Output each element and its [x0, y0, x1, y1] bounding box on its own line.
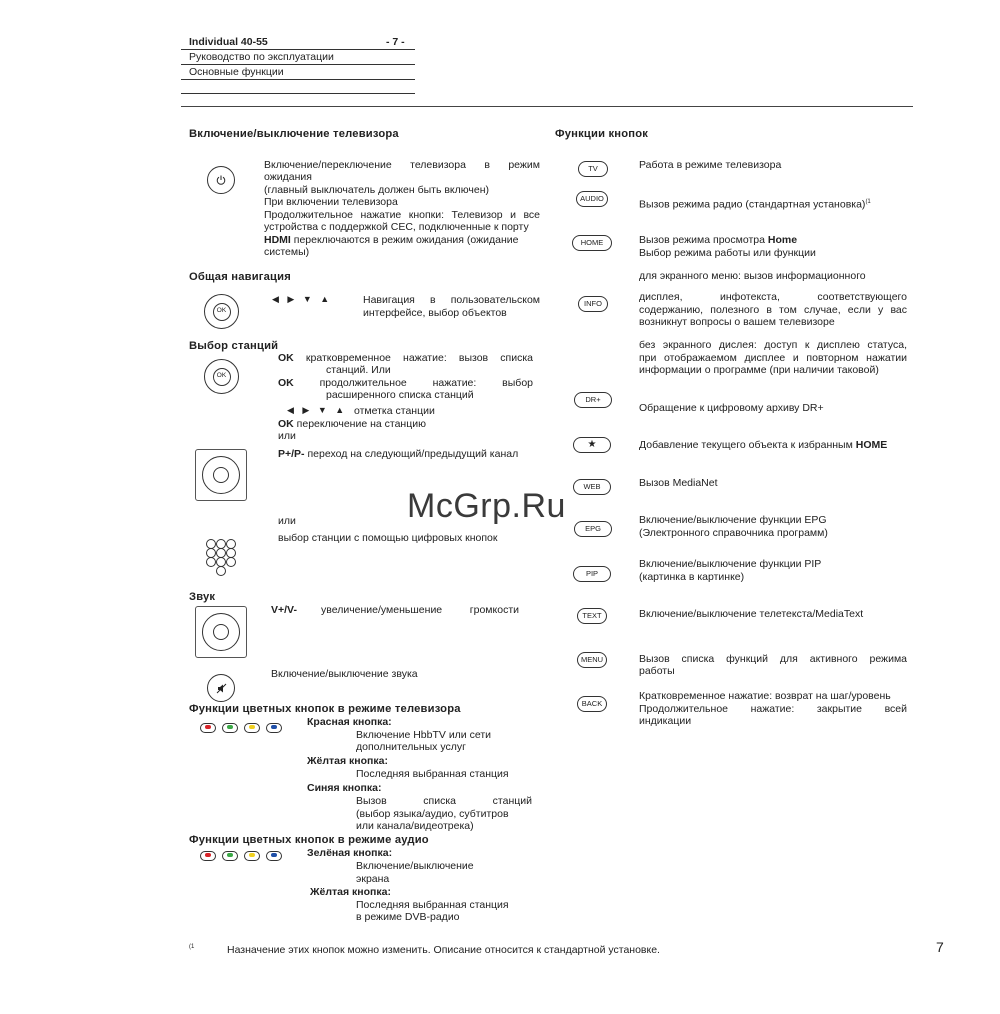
red-button-desc: дополнительных услуг [356, 741, 466, 753]
blue-button-desc: Вызов списка станций [356, 795, 532, 807]
menu-button-desc: работы [639, 665, 675, 677]
stations-desc-line: или [278, 430, 296, 442]
rocker-center [213, 624, 229, 640]
green-button-heading: Зелёная кнопка: [307, 847, 393, 859]
favorite-bold-text: HOME [855, 439, 888, 451]
text-button: TEXT [577, 608, 607, 624]
buttons-section-title: Функции кнопок [555, 128, 649, 140]
red-color-button [200, 851, 216, 861]
star-icon: ★ [587, 439, 597, 450]
green-color-button [222, 723, 238, 733]
stations-desc-line: выбор станции с помощью цифровых кнопок [278, 532, 498, 544]
power-button [207, 166, 235, 194]
back-button: BACK [577, 696, 607, 712]
green-dot [227, 725, 233, 729]
red-button-desc: Включение HbbTV или сети [356, 729, 492, 741]
yellow-button-desc: Последняя выбранная станция [356, 768, 509, 780]
ok-label: OK [216, 372, 227, 380]
number-keypad-icon [206, 539, 236, 575]
nav-pad [204, 359, 239, 394]
sound-desc-line: Включение/выключение звука [271, 668, 418, 680]
color-audio-section-title: Функции цветных кнопок в режиме аудио [189, 834, 429, 846]
stations-desc-text: переход на следующий/предыдущий канал [304, 448, 519, 460]
home-desc-text: Вызов режима просмотра [639, 234, 768, 246]
pp-key-label: P+/P- [278, 448, 305, 460]
menu-button: MENU [577, 652, 607, 668]
tv-button: TV [578, 161, 608, 177]
info-button-desc: без экранного дислея: доступ к дисплею статуса, [639, 339, 907, 351]
nav-desc-line: Навигация в пользовательском [363, 294, 540, 306]
nav-pad [204, 294, 239, 329]
green-button-desc: экрана [356, 873, 390, 885]
power-desc-line: Включение/переключение телевизора в режим [264, 159, 540, 171]
hdmi-label: HDMI [264, 234, 291, 246]
power-desc-line: системы) [264, 246, 310, 258]
stations-desc-line: станций. Или [326, 364, 391, 376]
stations-desc-line: отметка станции [354, 405, 435, 417]
stations-desc-text: кратковременное нажатие: вызов списка [293, 352, 533, 364]
footnote-mark: (1 [189, 944, 195, 950]
sound-desc-line: увеличение/уменьшение громкости [321, 604, 519, 616]
stations-section-title: Выбор станций [189, 340, 279, 352]
section-title: Основные функции [189, 66, 284, 78]
home-button-desc [639, 234, 797, 247]
stations-desc-line [278, 418, 426, 431]
stations-desc-text: продолжительное нажатие: выбор [293, 377, 533, 389]
footnote-ref: (1 [865, 199, 871, 205]
home-bold-text: Home [767, 234, 798, 246]
station-arrows-icon: ◀ ▶ ▼ ▲ [287, 405, 348, 415]
power-desc-line: Продолжительное нажатие кнопки: Телевизор и все [264, 209, 540, 221]
audio-button: AUDIO [576, 191, 608, 207]
red-color-button [200, 723, 216, 733]
power-desc-line [264, 234, 540, 247]
epg-button: EPG [574, 521, 612, 537]
home-button: HOME [572, 235, 612, 251]
audio-desc-text: Вызов режима радио (стандартная установка) [639, 198, 866, 211]
ok-key-label: OK [278, 418, 294, 430]
yellow-dot [249, 853, 255, 857]
nav-section-title: Общая навигация [189, 271, 291, 283]
nav-desc-line: интерфейсе, выбор объектов [363, 307, 507, 319]
header-divider [181, 79, 415, 80]
power-desc-line: При включении телевизора [264, 196, 398, 208]
info-button-desc: возникнут вопросы о вашем телевизоре [639, 316, 835, 328]
page-number: 7 [936, 939, 944, 955]
info-button-desc: при отображаемом дисплее и повторном нажатии [639, 352, 907, 364]
stations-desc-line: расширенного списка станций [326, 389, 474, 401]
stations-desc-line [278, 352, 533, 365]
stations-desc-line [278, 377, 533, 390]
power-desc-line: устройства с поддержкой CEC, подключенные к порту [264, 221, 529, 233]
pip-button-desc: Включение/выключение функции PIP [639, 558, 822, 570]
info-button-desc: информации о программе (при наличии таковой) [639, 364, 879, 376]
power-section-title: Включение/выключение телевизора [189, 128, 399, 140]
yellow-button-heading: Жёлтая кнопка: [310, 886, 391, 898]
ok-key-label: OK [278, 377, 294, 389]
yellow-dot [249, 725, 255, 729]
web-button: WEB [573, 479, 611, 495]
nav-arrows-icon: ◀ ▶ ▼ ▲ [272, 294, 333, 304]
rocker-ring [202, 613, 240, 651]
back-button-desc: индикации [639, 715, 692, 727]
blue-button-heading: Синяя кнопка: [307, 782, 382, 794]
page-marker: - 7 - [386, 36, 405, 48]
green-button-desc: Включение/выключение [356, 860, 474, 872]
blue-dot [271, 725, 277, 729]
green-color-button [222, 851, 238, 861]
yellow-button-heading: Жёлтая кнопка: [307, 755, 388, 767]
dr-button-desc: Обращение к цифровому архиву DR+ [639, 402, 824, 414]
mute-icon [216, 683, 227, 694]
text-button-desc: Включение/выключение телетекста/MediaText [639, 608, 864, 620]
header-divider [181, 49, 415, 50]
info-button-desc: содержанию, полезного в том случае, если у вас [639, 304, 907, 316]
blue-button-desc: (выбор языка/аудио, субтитров [356, 808, 509, 820]
footnote-text: Назначение этих кнопок можно изменить. Описание относится к стандартной установке. [227, 944, 660, 956]
home-button-desc: Выбор режима работы или функции [639, 247, 816, 259]
blue-color-button [266, 851, 282, 861]
blue-button-desc: или канала/видеотрека) [356, 820, 474, 832]
audio-button-desc [639, 196, 871, 211]
color-tv-section-title: Функции цветных кнопок в режиме телевизора [189, 703, 461, 715]
header-divider [181, 93, 415, 94]
remote-rocker-icon [195, 449, 247, 501]
info-button-desc: для экранного меню: вызов информационного [639, 270, 866, 282]
yellow-button-desc: в режиме DVB-радио [356, 911, 460, 923]
blue-dot [271, 853, 277, 857]
page-rule [181, 106, 913, 107]
back-button-desc: Продолжительное нажатие: закрытие всей [639, 703, 907, 715]
watermark: McGrp.Ru [407, 487, 566, 525]
yellow-color-button [244, 723, 260, 733]
power-desc-line: (главный выключатель должен быть включен) [264, 184, 490, 196]
stations-desc-line [278, 448, 518, 461]
dr-button: DR+ [574, 392, 612, 408]
red-dot [205, 725, 211, 729]
ok-button [213, 303, 231, 321]
favorite-button-desc [639, 439, 887, 452]
green-dot [227, 853, 233, 857]
mute-button [207, 674, 235, 702]
ok-key-label: OK [278, 352, 294, 364]
info-button: INFO [578, 296, 608, 312]
epg-button-desc: Включение/выключение функции EPG [639, 514, 827, 526]
favorite-button [573, 437, 611, 453]
power-desc-text: переключаются в режим ожидания (ожидание [290, 234, 519, 246]
power-desc-line: ожидания [264, 171, 312, 183]
blue-color-button [266, 723, 282, 733]
red-button-heading: Красная кнопка: [307, 716, 392, 728]
back-button-desc: Кратковременное нажатие: возврат на шаг/уровень [639, 690, 891, 702]
manual-title: Руководство по эксплуатации [189, 51, 334, 63]
yellow-button-desc: Последняя выбранная станция [356, 899, 509, 911]
pip-button: PIP [573, 566, 611, 582]
yellow-color-button [244, 851, 260, 861]
stations-desc-line: или [278, 515, 296, 527]
rocker-ring [202, 456, 240, 494]
favorite-desc-text: Добавление текущего объекта к избранным [639, 439, 856, 451]
ok-label: OK [216, 307, 227, 315]
epg-button-desc: (Электронного справочника программ) [639, 527, 828, 539]
header-divider [181, 64, 415, 65]
vv-key-label: V+/V- [271, 604, 297, 616]
web-button-desc: Вызов MediaNet [639, 477, 718, 489]
rocker-center [213, 467, 229, 483]
model-name: Individual 40-55 [189, 36, 268, 48]
remote-rocker-icon [195, 606, 247, 658]
red-dot [205, 853, 211, 857]
tv-button-desc: Работа в режиме телевизора [639, 159, 782, 171]
menu-button-desc: Вызов списка функций для активного режима [639, 653, 907, 665]
stations-desc-text: переключение на станцию [293, 418, 426, 430]
info-button-desc: дисплея, инфотекста, соответствующего [639, 291, 907, 303]
pip-button-desc: (картинка в картинке) [639, 571, 745, 583]
ok-button [213, 368, 231, 386]
sound-section-title: Звук [189, 591, 216, 603]
power-icon [215, 174, 227, 186]
